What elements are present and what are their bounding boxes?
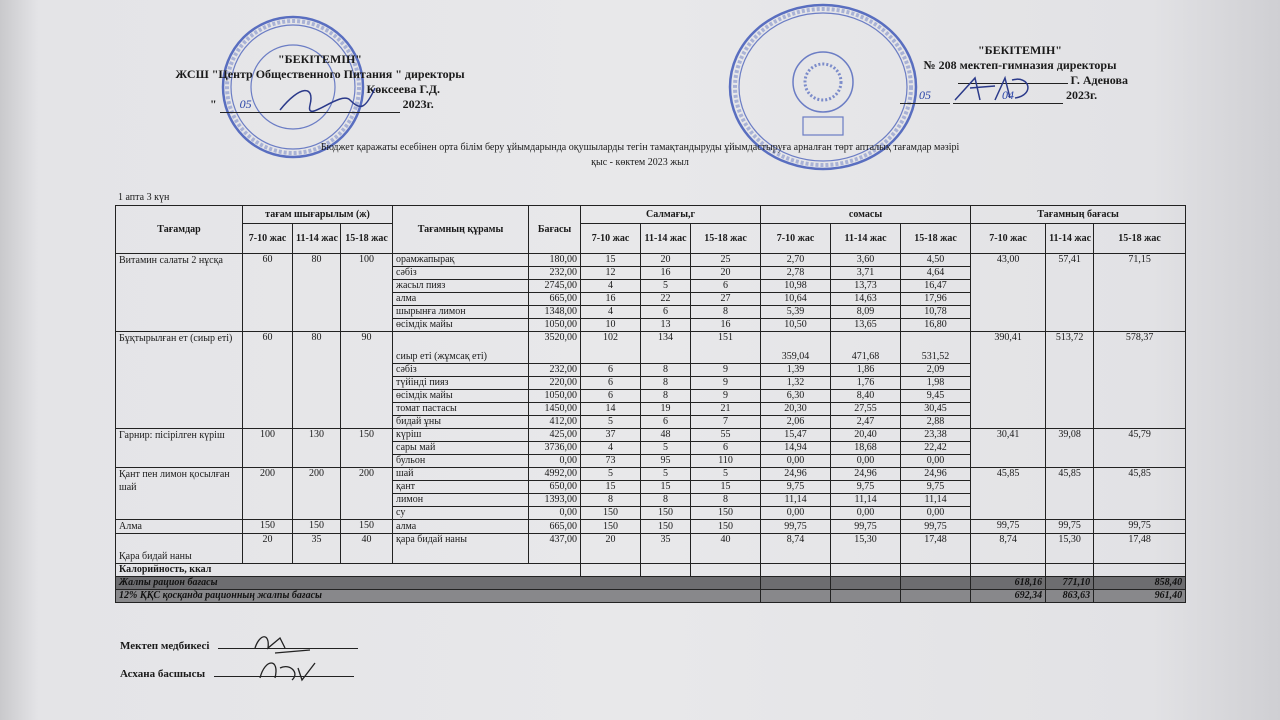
sum: 2,06 [761, 416, 831, 429]
ingredient-name: су [393, 507, 529, 520]
weight: 151 [691, 332, 761, 364]
dish-yield: 100 [341, 254, 393, 332]
sum: 1,98 [901, 377, 971, 390]
weight: 6 [641, 416, 691, 429]
dish-total-price: 17,48 [1094, 534, 1186, 564]
sum: 3,71 [831, 267, 901, 280]
ingredient-name: шырынға лимон [393, 306, 529, 319]
sum: 8,74 [761, 534, 831, 564]
empty-cell [691, 564, 761, 577]
sum: 99,75 [901, 520, 971, 534]
sum: 15,30 [831, 534, 901, 564]
sum: 0,00 [831, 455, 901, 468]
header-yield: тағам шығарылым (ж) [243, 206, 393, 224]
empty-cell [761, 564, 831, 577]
sum: 2,70 [761, 254, 831, 267]
footer-signatures [240, 628, 330, 688]
weight: 5 [691, 468, 761, 481]
document-title: Бюджет қаражаты есебінен орта білім беру ұйымдарында оқушыларды тегін тамақтандыруды ұйымдастыруға арналған төрт апталық тағамдар мәзірі [320, 142, 960, 153]
dish-total-price: 45,85 [1046, 468, 1094, 520]
dish-yield: 100 [243, 429, 293, 468]
ingredient-name: сәбіз [393, 267, 529, 280]
vat-value: 692,34 [971, 590, 1046, 603]
right-date-month: 04 [953, 88, 1063, 104]
weight: 10 [581, 319, 641, 332]
dish-total-price: 513,72 [1046, 332, 1094, 429]
dish-yield: 20 [243, 534, 293, 564]
sum: 8,09 [831, 306, 901, 319]
left-approval-position: ЖСШ "Центр Общественного Питания " директоры [175, 67, 465, 81]
weight: 110 [691, 455, 761, 468]
ingredient-name: қара бидай наны [393, 534, 529, 564]
weight: 7 [691, 416, 761, 429]
weight: 9 [691, 377, 761, 390]
weight: 6 [581, 364, 641, 377]
sum: 17,96 [901, 293, 971, 306]
left-approval-signer: Көксеева Г.Д. [366, 82, 440, 96]
sum: 11,14 [831, 494, 901, 507]
dish-total-price: 30,41 [971, 429, 1046, 468]
ingredient-name: өсімдік майы [393, 319, 529, 332]
dish-name: Алма [116, 520, 243, 534]
weight: 8 [641, 494, 691, 507]
sum: 9,75 [831, 481, 901, 494]
total-label: Жалпы рацион бағасы [116, 577, 761, 590]
ingredient-price: 665,00 [529, 293, 581, 306]
weight: 21 [691, 403, 761, 416]
header-sum: сомасы [761, 206, 971, 224]
sum: 5,39 [761, 306, 831, 319]
empty-cell [831, 564, 901, 577]
header-price: Бағасы [529, 206, 581, 254]
total-row [116, 577, 1186, 590]
weight: 8 [641, 377, 691, 390]
weight: 102 [581, 332, 641, 364]
empty-cell [581, 564, 641, 577]
vat-row [116, 590, 1186, 603]
header-yield-age-1: 11-14 жас [293, 224, 341, 254]
dish-total-price: 390,41 [971, 332, 1046, 429]
sum: 20,40 [831, 429, 901, 442]
table-row [116, 332, 1186, 364]
sum: 1,86 [831, 364, 901, 377]
left-date-quote: " [210, 97, 217, 111]
sum: 10,98 [761, 280, 831, 293]
sum: 20,30 [761, 403, 831, 416]
sum: 22,42 [901, 442, 971, 455]
ingredient-name: сәбіз [393, 364, 529, 377]
weight: 15 [641, 481, 691, 494]
dish-total-price: 45,85 [971, 468, 1046, 520]
weight: 20 [691, 267, 761, 280]
sum: 0,00 [901, 455, 971, 468]
header-dish-price-age-0: 7-10 жас [971, 224, 1046, 254]
weight: 150 [581, 520, 641, 534]
table-row [116, 520, 1186, 534]
dish-yield: 60 [243, 332, 293, 429]
weight: 15 [691, 481, 761, 494]
header-yield-age-0: 7-10 жас [243, 224, 293, 254]
dish-total-price: 8,74 [971, 534, 1046, 564]
right-approval-signer: Г. Аденова [1070, 73, 1128, 87]
right-approval-heading: "БЕКІТЕМІН" [978, 43, 1062, 57]
sum: 99,75 [831, 520, 901, 534]
weight: 8 [691, 306, 761, 319]
ingredient-price: 665,00 [529, 520, 581, 534]
weight: 8 [641, 390, 691, 403]
ingredient-name: күріш [393, 429, 529, 442]
empty-cell [761, 577, 831, 590]
weight: 27 [691, 293, 761, 306]
header-sum-age-2: 15-18 жас [901, 224, 971, 254]
sum: 14,63 [831, 293, 901, 306]
ingredient-price: 2745,00 [529, 280, 581, 293]
empty-cell [971, 564, 1046, 577]
weight: 16 [581, 293, 641, 306]
sum: 4,64 [901, 267, 971, 280]
sum: 3,60 [831, 254, 901, 267]
ingredient-name: лимон [393, 494, 529, 507]
sum: 27,55 [831, 403, 901, 416]
ingredient-price: 0,00 [529, 507, 581, 520]
ingredient-name: сары май [393, 442, 529, 455]
weight: 9 [691, 364, 761, 377]
weight: 8 [581, 494, 641, 507]
weight: 150 [641, 520, 691, 534]
weight: 6 [691, 280, 761, 293]
empty-cell [901, 577, 971, 590]
weight: 20 [581, 534, 641, 564]
dish-yield: 200 [293, 468, 341, 520]
header-dish-price: Тағамның бағасы [971, 206, 1186, 224]
dish-total-price: 57,41 [1046, 254, 1094, 332]
weight: 134 [641, 332, 691, 364]
dish-name: Қара бидай наны [116, 534, 243, 564]
ingredient-name: орамжапырақ [393, 254, 529, 267]
vat-label: 12% ҚҚС қосқанда рационның жалпы бағасы [116, 590, 761, 603]
weight: 40 [691, 534, 761, 564]
sum: 359,04 [761, 332, 831, 364]
vat-value: 961,40 [1094, 590, 1186, 603]
chef-label: Асхана басшысы [120, 668, 206, 680]
ingredient-name: сиыр еті (жұмсақ еті) [393, 332, 529, 364]
weight: 6 [581, 377, 641, 390]
ingredient-price: 1393,00 [529, 494, 581, 507]
weight: 73 [581, 455, 641, 468]
empty-cell [641, 564, 691, 577]
dish-total-price: 99,75 [1094, 520, 1186, 534]
nurse-label: Мектеп медбикесі [120, 640, 210, 652]
dish-total-price: 71,15 [1094, 254, 1186, 332]
ingredient-name: бульон [393, 455, 529, 468]
table-row [116, 429, 1186, 442]
weight: 5 [581, 416, 641, 429]
dish-name: Гарнир: пісірілген күріш [116, 429, 243, 468]
weight: 55 [691, 429, 761, 442]
sum: 11,14 [761, 494, 831, 507]
left-date-year: 2023г. [402, 97, 434, 111]
empty-cell [901, 590, 971, 603]
weight: 150 [691, 520, 761, 534]
ingredient-name: қант [393, 481, 529, 494]
table-row [116, 254, 1186, 267]
ingredient-price: 425,00 [529, 429, 581, 442]
header-weight-age-0: 7-10 жас [581, 224, 641, 254]
weight: 22 [641, 293, 691, 306]
left-signature [270, 80, 380, 120]
dish-yield: 80 [293, 332, 341, 429]
sum: 13,65 [831, 319, 901, 332]
dish-yield: 150 [293, 520, 341, 534]
ingredient-name: бидай ұны [393, 416, 529, 429]
table-row [116, 468, 1186, 481]
sum: 2,78 [761, 267, 831, 280]
weight: 6 [641, 306, 691, 319]
ingredient-name: өсімдік майы [393, 390, 529, 403]
right-approval-position: № 208 мектеп-гимназия директоры [923, 58, 1117, 72]
weight: 6 [691, 442, 761, 455]
header-weight-age-2: 15-18 жас [691, 224, 761, 254]
weight: 37 [581, 429, 641, 442]
ingredient-price: 180,00 [529, 254, 581, 267]
dish-name: Қант пен лимон қосылған шай [116, 468, 243, 520]
sum: 24,96 [761, 468, 831, 481]
sum: 18,68 [831, 442, 901, 455]
sum: 2,88 [901, 416, 971, 429]
sum: 10,78 [901, 306, 971, 319]
ingredient-name: шай [393, 468, 529, 481]
sum: 24,96 [901, 468, 971, 481]
empty-cell [1094, 564, 1186, 577]
weight: 16 [641, 267, 691, 280]
sum: 9,75 [901, 481, 971, 494]
ingredient-price: 4992,00 [529, 468, 581, 481]
weight: 8 [691, 494, 761, 507]
calories-row [116, 564, 1186, 577]
ingredient-price: 3736,00 [529, 442, 581, 455]
dish-name: Бұқтырылған ет (сиыр еті) [116, 332, 243, 429]
dish-total-price: 43,00 [971, 254, 1046, 332]
header-dish-price-age-1: 11-14 жас [1046, 224, 1094, 254]
sum: 0,00 [761, 455, 831, 468]
weight: 6 [581, 390, 641, 403]
ingredient-price: 232,00 [529, 364, 581, 377]
ingredient-price: 220,00 [529, 377, 581, 390]
sum: 16,80 [901, 319, 971, 332]
sum: 1,32 [761, 377, 831, 390]
document-subtitle: қыс - көктем 2023 жыл [591, 157, 689, 168]
dish-yield: 150 [341, 429, 393, 468]
ingredient-price: 3520,00 [529, 332, 581, 364]
table-row [116, 534, 1186, 564]
weight: 150 [691, 507, 761, 520]
sum: 23,38 [901, 429, 971, 442]
header-weight: Салмағы,г [581, 206, 761, 224]
empty-cell [901, 564, 971, 577]
calories-label: Калорийность, ккал [116, 564, 581, 577]
sum: 2,47 [831, 416, 901, 429]
header-composition: Тағамның құрамы [393, 206, 529, 254]
ingredient-price: 650,00 [529, 481, 581, 494]
weight: 150 [581, 507, 641, 520]
weight: 16 [691, 319, 761, 332]
ingredient-name: алма [393, 293, 529, 306]
sum: 471,68 [831, 332, 901, 364]
dish-total-price: 99,75 [971, 520, 1046, 534]
weight: 5 [581, 468, 641, 481]
dish-total-price: 45,85 [1094, 468, 1186, 520]
dish-yield: 80 [293, 254, 341, 332]
sum: 16,47 [901, 280, 971, 293]
weight: 35 [641, 534, 691, 564]
ingredient-name: түйінді пияз [393, 377, 529, 390]
empty-cell [1046, 564, 1094, 577]
sum: 4,50 [901, 254, 971, 267]
weight: 15 [581, 481, 641, 494]
right-date-day: 05 [900, 88, 950, 104]
sum: 6,30 [761, 390, 831, 403]
header-dishes: Тағамдар [116, 206, 243, 254]
dish-total-price: 39,08 [1046, 429, 1094, 468]
sum: 1,39 [761, 364, 831, 377]
sum: 2,09 [901, 364, 971, 377]
dish-yield: 200 [341, 468, 393, 520]
weight: 5 [641, 280, 691, 293]
ingredient-name: томат пастасы [393, 403, 529, 416]
right-signature [950, 70, 1040, 110]
dish-total-price: 45,79 [1094, 429, 1186, 468]
total-value: 618,16 [971, 577, 1046, 590]
ingredient-price: 232,00 [529, 267, 581, 280]
total-value: 858,40 [1094, 577, 1186, 590]
sum: 10,64 [761, 293, 831, 306]
weight: 8 [641, 364, 691, 377]
total-value: 771,10 [1046, 577, 1094, 590]
weight: 15 [581, 254, 641, 267]
right-date-year: 2023г. [1066, 88, 1098, 102]
header-sum-age-0: 7-10 жас [761, 224, 831, 254]
weight: 5 [641, 468, 691, 481]
left-date-day: 05 [220, 97, 400, 113]
weight: 5 [641, 442, 691, 455]
sum: 13,73 [831, 280, 901, 293]
ingredient-price: 1450,00 [529, 403, 581, 416]
weight: 19 [641, 403, 691, 416]
sum: 17,48 [901, 534, 971, 564]
empty-cell [831, 577, 901, 590]
dish-yield: 35 [293, 534, 341, 564]
empty-cell [831, 590, 901, 603]
header-sum-age-1: 11-14 жас [831, 224, 901, 254]
weight: 95 [641, 455, 691, 468]
weight: 150 [641, 507, 691, 520]
dish-total-price: 99,75 [1046, 520, 1094, 534]
week-day-label: 1 апта 3 күн [118, 192, 170, 203]
dish-yield: 200 [243, 468, 293, 520]
header-weight-age-1: 11-14 жас [641, 224, 691, 254]
dish-yield: 150 [341, 520, 393, 534]
sum: 30,45 [901, 403, 971, 416]
sum: 11,14 [901, 494, 971, 507]
ingredient-price: 1050,00 [529, 390, 581, 403]
sum: 9,75 [761, 481, 831, 494]
dish-yield: 90 [341, 332, 393, 429]
weight: 4 [581, 442, 641, 455]
dish-yield: 60 [243, 254, 293, 332]
dish-total-price: 15,30 [1046, 534, 1094, 564]
sum: 8,40 [831, 390, 901, 403]
weight: 4 [581, 306, 641, 319]
sum: 24,96 [831, 468, 901, 481]
weight: 9 [691, 390, 761, 403]
sum: 0,00 [761, 507, 831, 520]
sum: 9,45 [901, 390, 971, 403]
ingredient-price: 1050,00 [529, 319, 581, 332]
ingredient-price: 412,00 [529, 416, 581, 429]
sum: 531,52 [901, 332, 971, 364]
header-dish-price-age-2: 15-18 жас [1094, 224, 1186, 254]
dish-name: Витамин салаты 2 нұсқа [116, 254, 243, 332]
dish-yield: 150 [243, 520, 293, 534]
weight: 20 [641, 254, 691, 267]
dish-yield: 130 [293, 429, 341, 468]
sum: 0,00 [831, 507, 901, 520]
menu-table [115, 205, 1186, 603]
sum: 1,76 [831, 377, 901, 390]
sum: 15,47 [761, 429, 831, 442]
ingredient-name: алма [393, 520, 529, 534]
ingredient-name: жасыл пияз [393, 280, 529, 293]
weight: 13 [641, 319, 691, 332]
weight: 48 [641, 429, 691, 442]
header-yield-age-2: 15-18 жас [341, 224, 393, 254]
ingredient-price: 1348,00 [529, 306, 581, 319]
weight: 25 [691, 254, 761, 267]
weight: 12 [581, 267, 641, 280]
sum: 10,50 [761, 319, 831, 332]
vat-value: 863,63 [1046, 590, 1094, 603]
dish-yield: 40 [341, 534, 393, 564]
left-approval-heading: "БЕКІТЕМІН" [278, 52, 362, 66]
weight: 14 [581, 403, 641, 416]
ingredient-price: 0,00 [529, 455, 581, 468]
sum: 14,94 [761, 442, 831, 455]
empty-cell [761, 590, 831, 603]
weight: 4 [581, 280, 641, 293]
ingredient-price: 437,00 [529, 534, 581, 564]
dish-total-price: 578,37 [1094, 332, 1186, 429]
sum: 99,75 [761, 520, 831, 534]
sum: 0,00 [901, 507, 971, 520]
